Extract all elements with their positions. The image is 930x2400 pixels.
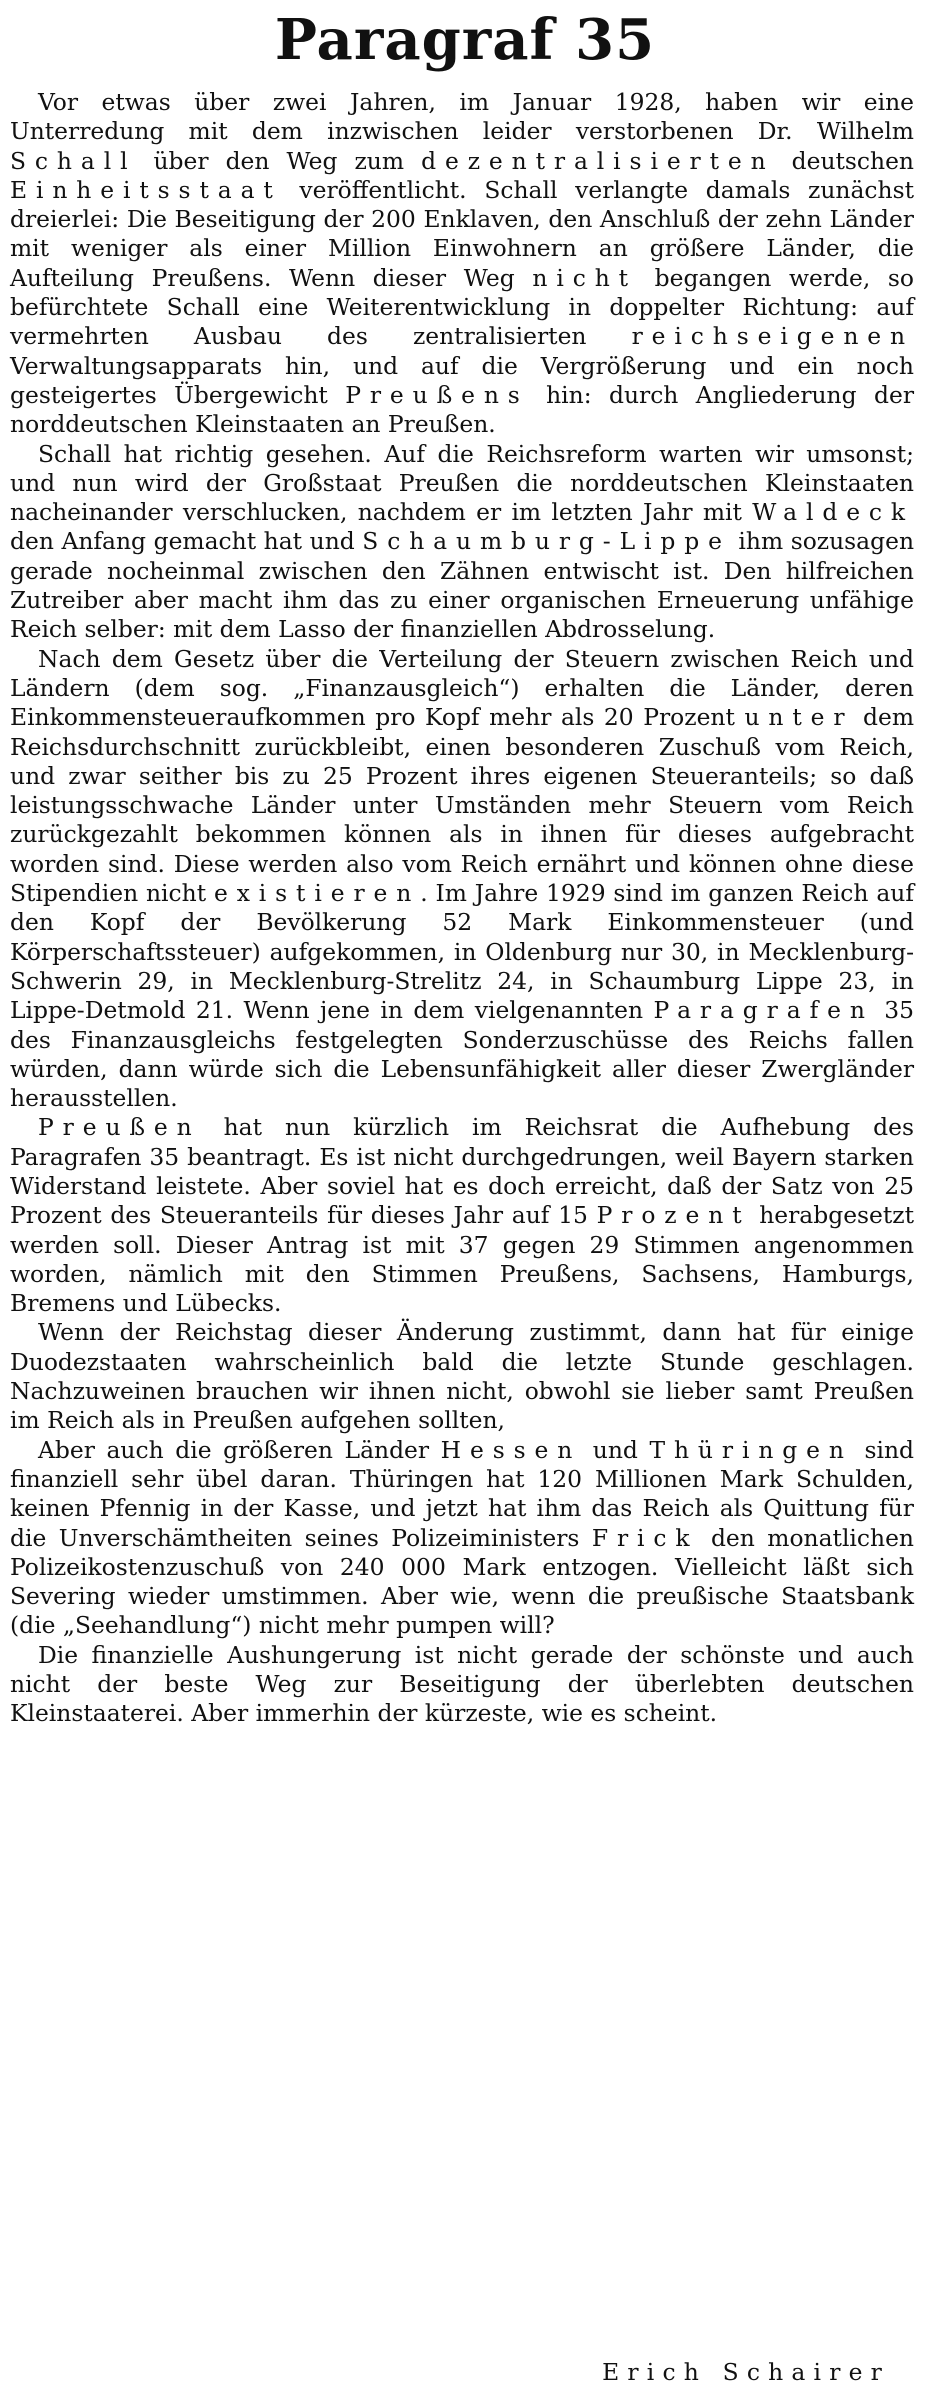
article-body bbox=[10, 88, 914, 1729]
text-run: Vor etwas über zwei Jahren, im Januar 1928, haben wir eine Unterredung mit dem inzwischen leider verstorbenen Dr. Wilhelm bbox=[10, 88, 914, 146]
text-run: Die finanzielle Aushungerung ist nicht gerade der schönste und auch nicht der beste Weg zur Beseitigung der überlebten deutschen Kleinstaaterei. Aber immerhin der kürzeste, wie es scheint. bbox=[10, 1640, 914, 1728]
paragraph bbox=[10, 1436, 914, 1641]
text-run: Schall hat richtig gesehen. Auf die Reichsreform warten wir umsonst; und nun wird der Großstaat Preußen die norddeutschen Kleinstaaten nacheinander verschlucken, nachdem er im letzten Jahr mit bbox=[10, 439, 914, 527]
paragraph bbox=[10, 440, 914, 645]
paragraph bbox=[10, 645, 914, 1114]
text-run: Verwaltungsapparats hin, und auf die Vergrößerung und ein noch gesteigertes Übergewicht bbox=[10, 351, 914, 409]
text-run: 35 des Finanzausgleichs festgelegten Sonderzuschüsse des Reichs fallen würden, dann würde sich die Lebensunfähigkeit aller dieser Zwergländer herausstellen. bbox=[10, 996, 915, 1113]
author-byline: Erich Schairer bbox=[602, 2358, 890, 2386]
spaced-emphasis: Thüringen bbox=[649, 1435, 853, 1464]
text-run: veröffentlicht. Schall verlangte damals zunächst dreierlei: Die Beseitigung der 200 Enklaven, den Anschluß der zehn Länder mit weniger als einer Million Einwohnern an größere Länder, die Aufteilung Preußens. Wenn dieser Weg bbox=[10, 175, 914, 292]
text-run: dem Reichsdurchschnitt zurückbleibt, einen besonderen Zuschuß vom Reich, und zwar seither bis zu 25 Prozent ihres eigenen Steueranteils; so daß leistungsschwache Länder unter Umständen mehr Steuern vom Reich zurückgezahlt bekommen können als in ihnen für dieses aufgebracht worden sind. Diese werden also vom Reich ernährt und können ohne diese Stipendien nicht bbox=[10, 703, 915, 908]
spaced-emphasis: existieren bbox=[213, 879, 421, 908]
spaced-emphasis: Schaumburg-Lippe bbox=[362, 527, 731, 556]
spaced-emphasis: Preußen bbox=[38, 1113, 201, 1142]
paragraph bbox=[10, 88, 914, 440]
spaced-emphasis: Frick bbox=[591, 1523, 699, 1552]
paragraph bbox=[10, 1318, 914, 1435]
text-run: Nach dem Gesetz über die Verteilung der Steuern zwischen Reich und Ländern (dem sog. „Finanzausgleich“) erhalten die Länder, deren Einkommensteueraufkommen pro Kopf mehr als 20 Prozent bbox=[10, 644, 914, 732]
text-run: hat nun kürzlich im Reichsrat die Aufhebung des Paragrafen 35 beantragt. Es ist nicht durchgedrungen, weil Bayern starken Widerstand leistete. Aber soviel hat es doch erreicht, daß der Satz von 25 Prozent des Steueranteils für dieses Jahr auf 15 bbox=[10, 1113, 914, 1230]
text-run: über den Weg zum bbox=[136, 146, 422, 175]
spaced-emphasis: Prozent bbox=[596, 1201, 751, 1230]
text-run: herabgesetzt werden soll. Dieser Antrag ist mit 37 gegen 29 Stimmen angenommen worden, nämlich mit den Stimmen Preußens, Sachsens, Hamburgs, Bremens und Lübecks. bbox=[10, 1201, 914, 1318]
text-run: ihm sozusagen gerade nocheinmal zwischen den Zähnen entwischt ist. Den hilfreichen Zutreiber aber macht ihm das zu einer organischen Erneuerung unfähige Reich selber: mit dem Lasso der finanziellen Abdrosselung. bbox=[10, 527, 915, 644]
text-run: Wenn der Reichstag dieser Änderung zustimmt, dann hat für einige Duodezstaaten wahrscheinlich bald die letzte Stunde geschlagen. Nachzuweinen brauchen wir ihnen nicht, obwohl sie lieber samt Preußen im Reich als in Preußen aufgehen sollten, bbox=[10, 1318, 914, 1435]
spaced-emphasis: Paragrafen bbox=[653, 996, 874, 1025]
spaced-emphasis: reichseigenen bbox=[631, 322, 914, 351]
spaced-emphasis: nicht bbox=[532, 263, 637, 292]
text-run: begangen werde, so befürchtete Schall eine Weiterentwicklung in doppelter Richtung: auf vermehrten Ausbau des zentralisierten bbox=[10, 263, 914, 351]
text-run: . Im Jahre 1929 sind im ganzen Reich auf den Kopf der Bevölkerung 52 Mark Einkommensteuer (und Körperschaftssteuer) aufgekommen, in Oldenburg nur 30, in Mecklenburg-Schwerin 29, in Mecklenburg-Strelitz 24, in Schaumburg Lippe 23, in Lippe-Detmold 21. Wenn jene in dem vielgenannten bbox=[10, 879, 914, 1025]
spaced-emphasis: Hessen bbox=[440, 1435, 582, 1464]
paragraph bbox=[10, 1641, 914, 1729]
text-run: den monatlichen Polizeikostenzuschuß von 240 000 Mark entzogen. Vielleicht läßt sich Severing wieder umstimmen. Aber wie, wenn die preußische Staatsbank (die „Seehandlung“) nicht mehr pumpen will? bbox=[10, 1523, 914, 1640]
paragraph bbox=[10, 1113, 914, 1318]
spaced-emphasis: dezentralisierten bbox=[421, 146, 775, 175]
article-title: Paragraf 35 bbox=[274, 7, 656, 73]
spaced-emphasis: Waldeck bbox=[752, 498, 914, 527]
text-run: den Anfang gemacht hat und bbox=[10, 527, 363, 556]
spaced-emphasis: Preußens bbox=[345, 380, 529, 409]
text-run: und bbox=[581, 1435, 650, 1464]
spaced-emphasis: unter bbox=[744, 703, 854, 732]
text-run: Aber auch die größeren Länder bbox=[38, 1435, 441, 1464]
spaced-emphasis: Schall bbox=[10, 146, 137, 175]
text-run: hin: durch Angliederung der norddeutschen Kleinstaaten an Preußen. bbox=[10, 380, 914, 439]
text-run: deutschen bbox=[774, 146, 914, 175]
spaced-emphasis: Einheitsstaat bbox=[10, 175, 282, 204]
text-run: sind finanziell sehr übel daran. Thüringen hat 120 Millionen Mark Schulden, keinen Pfennig in der Kasse, und jetzt hat ihm das Reich als Quittung für die Unverschämtheiten seines Polizeiministers bbox=[10, 1435, 914, 1552]
